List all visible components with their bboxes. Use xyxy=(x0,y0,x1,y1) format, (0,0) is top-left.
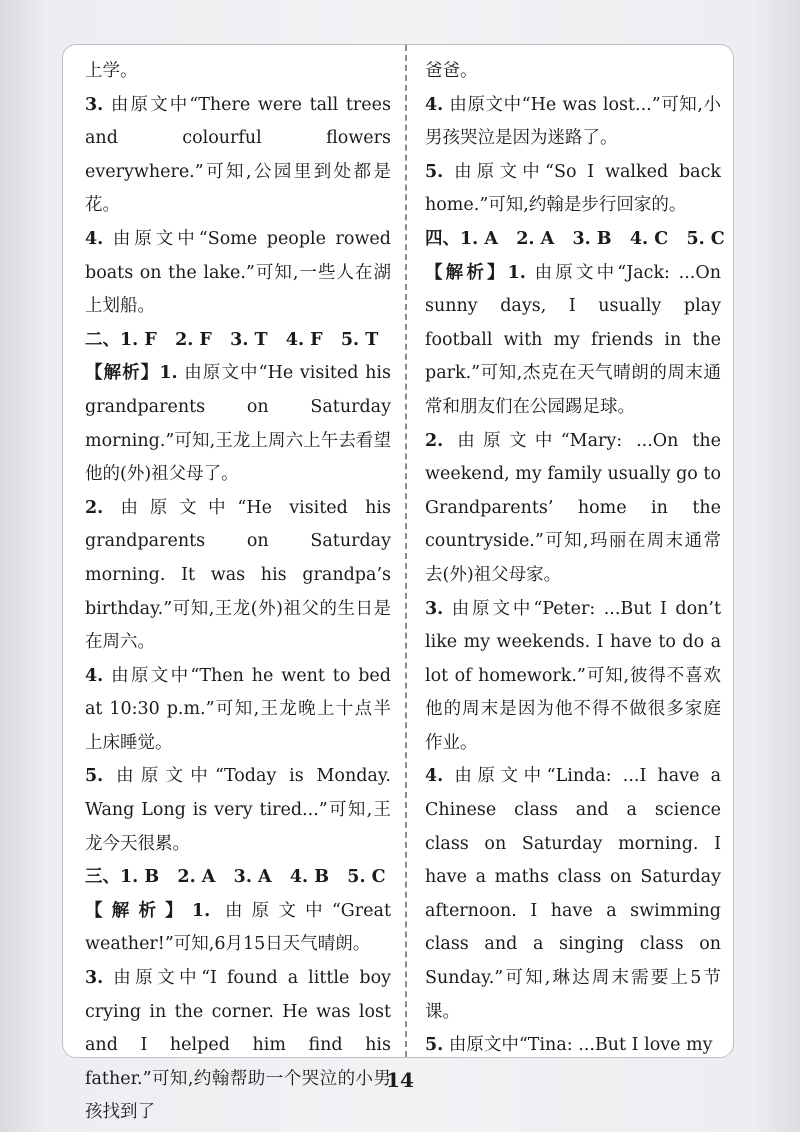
paragraph xyxy=(425,1029,721,1063)
paragraph xyxy=(85,492,391,660)
paragraph-text: 由原文中“He was lost...”可知,小男孩哭泣是因为迷路了。 xyxy=(425,94,721,149)
answer-list: 2. A 3. A 4. B 5. C xyxy=(159,867,386,888)
paragraph xyxy=(85,962,391,1130)
paragraph xyxy=(85,55,391,89)
paragraph xyxy=(85,89,391,223)
paragraph-text: 由原文中“Some people rowed boats on the lake.”可知,一些人在湖上划船。 xyxy=(85,228,391,317)
answer-key-line xyxy=(425,223,725,257)
paragraph xyxy=(425,760,721,1029)
section-heading: 三、1. B xyxy=(85,867,160,888)
column-divider xyxy=(405,45,407,1057)
paragraph xyxy=(425,593,721,761)
paragraph-text: 由原文中“So I walked back home.”可知,约翰是步行回家的。 xyxy=(425,161,721,216)
paragraph-text: 由原文中“Peter: ...But I don’t like my weekends. I have to do a lot of homework.”可知,彼得不喜欢他的周末是因为他不得不做很多家庭作业。 xyxy=(425,598,721,753)
section-heading: 四、1. A xyxy=(425,228,498,249)
paragraph-text: 由原文中“Today is Monday. Wang Long is very tired...”可知,王龙今天很累。 xyxy=(85,766,391,854)
item-number: 3. xyxy=(85,968,104,989)
page-number: 14 xyxy=(386,1068,414,1092)
item-number: 3. xyxy=(85,94,104,115)
paragraph-text: 爸爸。 xyxy=(425,61,478,81)
paragraph-text: 由原文中“I found a little boy crying in the corner. He was lost and I helped him find his father.”可知,约翰帮助一个哭泣的小男孩找到了 xyxy=(85,968,391,1123)
paragraph-text: 由原文中“Linda: ...I have a Chinese class and a science class on Saturday morning. I have a maths class on Saturday afternoon. I have a swimming class and a singing class on Sunday.”可知,琳达周末需要上5节课。 xyxy=(425,766,721,1022)
left-column xyxy=(85,55,391,1130)
paragraph-text: 由原文中“He visited his grandparents on Saturday morning.”可知,王龙上周六上午去看望他的(外)祖父母了。 xyxy=(85,363,391,485)
item-number: 5. xyxy=(85,766,104,787)
item-number: 3. xyxy=(425,598,444,619)
analysis-label: 【解析】1. xyxy=(85,363,178,384)
paragraph-text: 由原文中“Then he went to bed at 10:30 p.m.”可知,王龙晚上十点半上床睡觉。 xyxy=(85,665,391,753)
analysis-label: 【解析】1. xyxy=(425,262,526,283)
paragraph xyxy=(425,257,721,425)
paragraph-text: 上学。 xyxy=(85,61,138,81)
paragraph-text: 由原文中“There were tall trees and colourful flowers everywhere.”可知,公园里到处都是花。 xyxy=(85,94,391,216)
item-number: 5. xyxy=(425,1035,444,1056)
paragraph xyxy=(85,660,391,761)
answer-key-line xyxy=(85,324,391,358)
item-number: 4. xyxy=(85,665,104,686)
item-number: 2. xyxy=(85,497,104,518)
item-number: 4. xyxy=(425,94,444,115)
paragraph xyxy=(425,425,721,593)
paragraph-text: 由原文中“Tina: ...But I love my xyxy=(443,1035,713,1056)
answer-list: 2. F 3. T 4. F 5. T xyxy=(156,329,379,350)
item-number: 4. xyxy=(85,228,104,249)
paragraph-text: 由原文中“He visited his grandparents on Saturday morning. It was his grandpa’s birthday.”可知,王龙(外)祖父的生日是在周六。 xyxy=(85,497,391,653)
paragraph xyxy=(425,55,721,89)
paragraph xyxy=(85,760,391,861)
paragraph xyxy=(85,223,391,324)
section-heading: 二、1. F xyxy=(85,329,157,350)
paragraph-text: 由原文中“Great weather!”可知,6月15日天气晴朗。 xyxy=(85,900,391,955)
paragraph-text: 由原文中“Mary: ...On the weekend, my family usually go to Grandparents’ home in the countryside.”可知,玛丽在周末通常去(外)祖父母家。 xyxy=(425,430,721,585)
paragraph xyxy=(85,895,391,962)
answer-key-line xyxy=(85,861,391,895)
answer-list: 2. A 3. B 4. C 5. C xyxy=(497,228,725,249)
item-number: 5. xyxy=(425,161,444,182)
right-column xyxy=(425,55,725,1063)
paragraph xyxy=(425,156,721,223)
paragraph xyxy=(425,89,721,156)
paragraph-text: 由原文中“Jack: ...On sunny days, I usually play football with my friends in the park.”可知,杰克在天气晴朗的周末通常和朋友们在公园踢足球。 xyxy=(425,262,721,417)
analysis-label: 【解析】1. xyxy=(85,900,211,921)
item-number: 4. xyxy=(425,766,444,787)
item-number: 2. xyxy=(425,430,444,451)
paragraph xyxy=(85,357,391,491)
